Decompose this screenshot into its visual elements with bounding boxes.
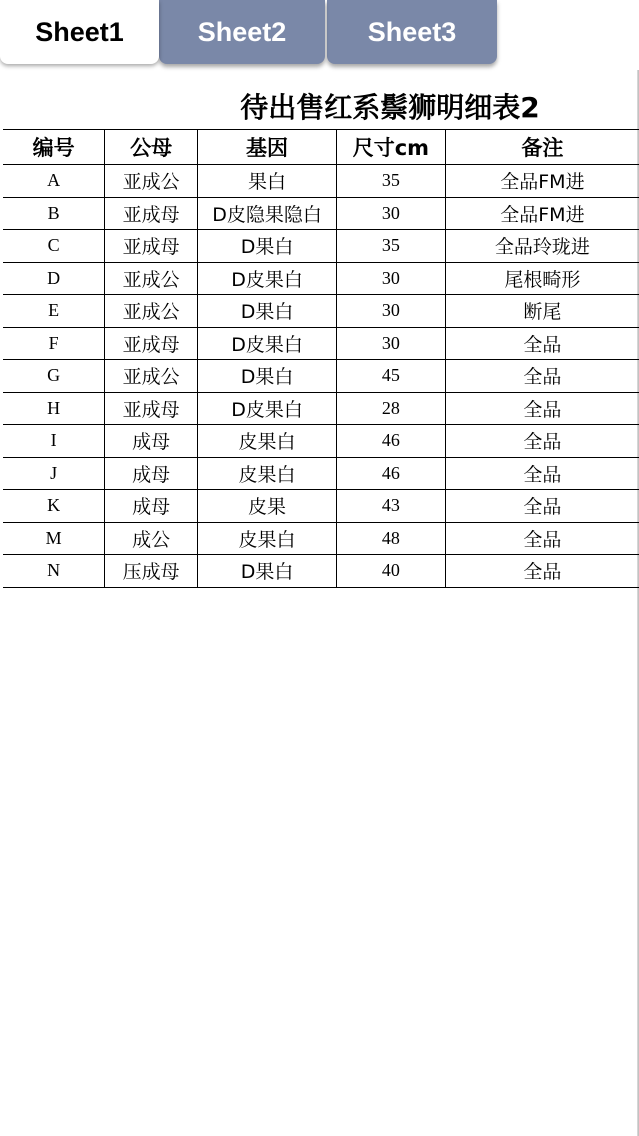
cell-gene[interactable]: D皮果白 [198, 262, 337, 295]
cell-sex[interactable]: 成母 [105, 457, 198, 490]
header-cell-gene[interactable]: 基因 [198, 130, 337, 165]
cell-id[interactable]: F [3, 327, 105, 360]
cell-sex[interactable]: 亚成公 [105, 295, 198, 328]
cell-note[interactable]: 断尾 [445, 295, 639, 328]
cell-sex[interactable]: 亚成母 [105, 327, 198, 360]
cell-sex[interactable]: 压成母 [105, 555, 198, 588]
header-row [3, 130, 639, 165]
cell-gene[interactable]: 皮果白 [198, 457, 337, 490]
cell-sex[interactable]: 成母 [105, 490, 198, 523]
table-row [3, 295, 639, 328]
cell-note[interactable]: 全品 [445, 425, 639, 458]
cell-note[interactable]: 全品 [445, 490, 639, 523]
header-cell-sex[interactable]: 公母 [105, 130, 198, 165]
cell-id[interactable]: C [3, 230, 105, 263]
cell-note[interactable]: 全品 [445, 555, 639, 588]
table-row [3, 555, 639, 588]
cell-note[interactable]: 全品 [445, 457, 639, 490]
table-row [3, 262, 639, 295]
table-row [3, 457, 639, 490]
cell-gene[interactable]: 果白 [198, 165, 337, 198]
cell-sex[interactable]: 亚成母 [105, 197, 198, 230]
cell-id[interactable]: E [3, 295, 105, 328]
sheet-tab-bar [0, 0, 639, 70]
cell-note[interactable]: 全品 [445, 360, 639, 393]
cell-size[interactable]: 48 [336, 522, 445, 555]
cell-gene[interactable]: 皮果 [198, 490, 337, 523]
cell-note[interactable]: 全品 [445, 392, 639, 425]
cell-sex[interactable]: 亚成公 [105, 262, 198, 295]
table-row [3, 165, 639, 198]
tab-sheet3[interactable]: Sheet3 [327, 0, 497, 64]
header-cell-note[interactable]: 备注 [445, 130, 639, 165]
tab-sheet1[interactable]: Sheet1 [0, 0, 159, 64]
header-cell-size[interactable]: 尺寸cm [336, 130, 445, 165]
cell-note[interactable]: 全品 [445, 522, 639, 555]
cell-size[interactable]: 43 [336, 490, 445, 523]
cell-size[interactable]: 35 [336, 230, 445, 263]
tab-sheet2[interactable]: Sheet2 [159, 0, 325, 64]
cell-note[interactable]: 全品玲珑进 [445, 230, 639, 263]
cell-gene[interactable]: D果白 [198, 555, 337, 588]
cell-id[interactable]: N [3, 555, 105, 588]
sheet-title: 待出售红系鬃狮明细表2 [240, 91, 540, 124]
cell-id[interactable]: B [3, 197, 105, 230]
cell-gene[interactable]: 皮果白 [198, 522, 337, 555]
cell-note[interactable]: 尾根畸形 [445, 262, 639, 295]
cell-size[interactable]: 30 [336, 197, 445, 230]
cell-id[interactable]: M [3, 522, 105, 555]
cell-sex[interactable]: 亚成公 [105, 165, 198, 198]
cell-gene[interactable]: D果白 [198, 230, 337, 263]
cell-size[interactable]: 30 [336, 327, 445, 360]
cell-sex[interactable]: 亚成公 [105, 360, 198, 393]
cell-size[interactable]: 46 [336, 425, 445, 458]
cell-gene[interactable]: D皮果白 [198, 327, 337, 360]
table-row [3, 327, 639, 360]
cell-gene[interactable]: 皮果白 [198, 425, 337, 458]
cell-gene[interactable]: D皮果白 [198, 392, 337, 425]
cell-id[interactable]: K [3, 490, 105, 523]
cell-note[interactable]: 全品FM进 [445, 165, 639, 198]
cell-gene[interactable]: D皮隐果隐白 [198, 197, 337, 230]
cell-sex[interactable]: 亚成母 [105, 392, 198, 425]
cell-note[interactable]: 全品 [445, 327, 639, 360]
cell-id[interactable]: I [3, 425, 105, 458]
cell-id[interactable]: G [3, 360, 105, 393]
cell-sex[interactable]: 亚成母 [105, 230, 198, 263]
cell-size[interactable]: 28 [336, 392, 445, 425]
cell-gene[interactable]: D果白 [198, 295, 337, 328]
cell-size[interactable]: 45 [336, 360, 445, 393]
cell-size[interactable]: 30 [336, 262, 445, 295]
cell-gene[interactable]: D果白 [198, 360, 337, 393]
header-cell-id[interactable]: 编号 [3, 130, 105, 165]
cell-size[interactable]: 40 [336, 555, 445, 588]
cell-id[interactable]: D [3, 262, 105, 295]
table-row [3, 197, 639, 230]
table-row [3, 490, 639, 523]
table-row [3, 425, 639, 458]
cell-id[interactable]: H [3, 392, 105, 425]
cell-id[interactable]: A [3, 165, 105, 198]
table-row [3, 392, 639, 425]
table-row [3, 230, 639, 263]
cell-note[interactable]: 全品FM进 [445, 197, 639, 230]
cell-sex[interactable]: 成母 [105, 425, 198, 458]
cell-size[interactable]: 46 [336, 457, 445, 490]
cell-sex[interactable]: 成公 [105, 522, 198, 555]
data-table [3, 129, 639, 588]
table-row [3, 360, 639, 393]
cell-size[interactable]: 35 [336, 165, 445, 198]
cell-id[interactable]: J [3, 457, 105, 490]
cell-size[interactable]: 30 [336, 295, 445, 328]
table-row [3, 522, 639, 555]
